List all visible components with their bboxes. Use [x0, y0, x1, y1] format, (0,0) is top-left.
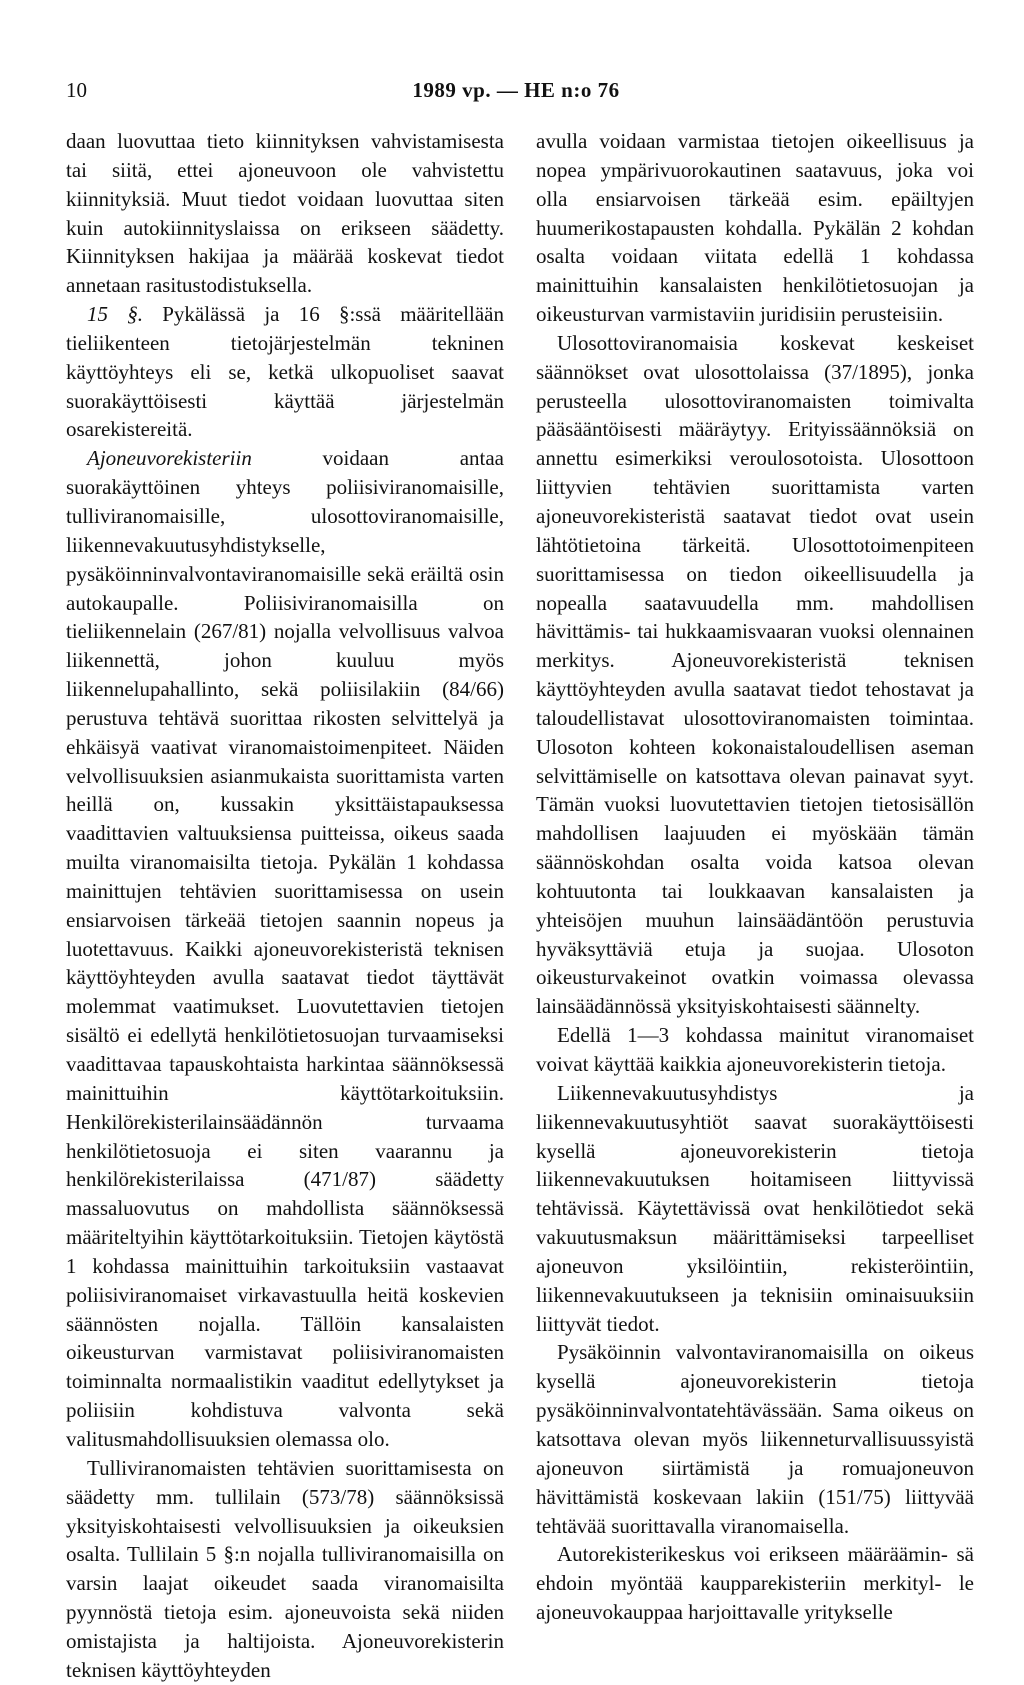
section-number: 15 §. — [87, 302, 143, 327]
running-title: 1989 vp. — HE n:o 76 — [412, 78, 620, 102]
paragraph: avulla voidaan varmistaa tietojen oikeellisuus ja nopea ympärivuorokautinen saatavuus, joka voi olla ensiarvoisen tärkeää esim. epäiltyjen huumerikostapausten kohdalla. Pykälän 2 kohdan osalta voidaan viitata edellä 1 kohdassa mainittuihin kansalaisten henkilötietosuojan ja oikeusturvan varmistaviin juridisiin perusteisiin. — [536, 129, 974, 327]
page-number: 10 — [66, 78, 87, 102]
paragraph: Pysäköinnin valvontaviranomaisilla on oikeus kysellä ajoneuvorekisterin tietoja pysäköinninvalvontatehtävässään. Sama oikeus on katsottava olevan myös liikenneturvallisuussyistä ajoneuvon siirtämistä ja romuajoneuvon hävittämistä koskevaan lakiin (151/75) liittyvää tehtävää suorittavalla viranomaisella. — [536, 1340, 974, 1538]
paragraph: Ulosottoviranomaisia koskevat keskeiset säännökset ovat ulosottolaissa (37/1895), jonka perusteella ulosottoviranomaisten toimivalta pääsääntöisesti määräytyy. Erityissäännöksiä on annettu esimerkiksi veroulosotoista. Ulosottoon liittyvien tehtävien suorittamista varten ajoneuvorekisteristä saatavat tiedot ovat usein lähtötietoina tärkeitä. Ulosottotoimenpiteen suorittamisessa on tiedon oikeellisuudella ja nopealla saatavuudella mm. mahdollisen hävittämis- tai hukkaamisvaaran vuoksi olennainen merkitys. Ajoneuvorekisteristä teknisen käyttöyhteyden avulla saatavat tiedot tehostavat ja taloudellistavat ulosottoviranomaisten toimintaa. Ulosoton kohteen kokonaistaloudellisen aseman selvittämiselle on katsottava olevan painavat syyt. Tämän vuoksi luovutettavien tietojen tietosisällön mahdollisen laajuuden ei myöskään tämän säännöskohdan osalta voida katsoa olevan kohtuutonta tai loukkaavan kansalaisten ja yhteisöjen muuhun lainsäädäntöön perustuvia hyväksyttäviä etuja ja suojaa. Ulosoton oikeusturvakeinot ovatkin voimassa olevassa lainsäädännössä yksityiskohtaisesti säännelty. — [536, 330, 974, 1019]
paragraph-text: Pykälässä ja 16 §:ssä määritellään tieliikenteen tietojärjestelmän tekninen käyttöyhteys eli se, ketkä ulkopuoliset saavat suorakäyttöisesti käyttää järjestelmän osarekistereitä. — [66, 302, 504, 442]
paragraph — [66, 444, 504, 1454]
paragraph: Edellä 1—3 kohdassa mainitut viranomaiset voivat käyttää kaikkia ajoneuvorekisterin tietoja. — [536, 1023, 974, 1076]
left-column — [66, 127, 504, 1685]
paragraph-text: voidaan antaa suorakäyttöinen yhteys poliisiviranomaisille, tulliviranomaisille, ulosottoviranomaisille, liikennevakuutusyhdistykselle, pysäköinninvalvontaviranomaisille sekä eräiltä osin autokaupalle. Poliisiviranomaisilla on tieliikennelain (267/81) nojalla velvollisuus valvoa liikennettä, johon kuuluu myös liikennelupahallinto, sekä poliisilakiin (84/66) perustuva tehtävä suorittaa rikosten selvittelyä ja ehkäisyä vaativat viranomaistoimenpiteet. Näiden velvollisuuksien asianmukaista suorittamista varten heillä on, kussakin yksittäistapauksessa vaadittavien valtuuksiensa puitteissa, oikeus saada muilta viranomaisilta tietoja. Pykälän 1 kohdassa mainittujen tehtävien suorittamisessa on usein ensiarvoisen tärkeää tietojen saannin nopeus ja luotettavuus. Kaikki ajoneuvorekisteristä teknisen käyttöyhteyden avulla saatavat tiedot täyttävät molemmat vaatimukset. Luovutettavien tietojen sisältö ei edellytä henkilötietosuojan turvaamiseksi vaadittavaa tapauskohtaista harkintaa säännöksessä mainittuihin käyttötarkoituksiin. Henkilörekisterilainsäädännön turvaama henkilötietosuoja ei siten vaarannu ja henkilörekisterilaissa (471/87) säädetty massaluovutus on mahdollista säännöksessä määriteltyihin käyttötarkoituksiin. Tietojen käytöstä 1 kohdassa mainittuihin tarkoituksiin vastaavat poliisiviranomaiset virkavastuulla heitä koskevien säännösten nojalla. Tällöin kansalaisten oikeusturvan varmistavat poliisiviranomaisten toiminnalta normaalistikin vaaditut edellytykset ja poliisiin kohdistuva valvonta sekä valitusmahdollisuuksien olemassa olo. — [66, 446, 504, 1451]
paragraph: Tulliviranomaisten tehtävien suorittamisesta on säädetty mm. tullilain (573/78) säännöksissä yksityiskohtaisesti velvollisuuksien ja oikeuksien osalta. Tullilain 5 §:n nojalla tulliviranomaisilla on varsin laajat oikeudet saada viranomaisilta pyynnöstä tietoja esim. ajoneuvoista sekä niiden omistajista ja haltijoista. Ajoneuvorekisterin teknisen käyttöyhteyden — [66, 1455, 504, 1682]
right-column — [536, 127, 974, 1627]
emphasized-term: Ajoneuvorekisteriin — [87, 446, 252, 471]
paragraph: Liikennevakuutusyhdistys ja liikennevakuutusyhtiöt saavat suorakäyttöisesti kysellä ajoneuvorekisterin tietoja liikennevakuutuksen hoitamiseen liittyvissä tehtävissä. Käytettävissä ovat henkilötiedot sekä vakuutusmaksun määrittämiseksi tarpeelliset ajoneuvon yksilöintiin, rekisteröintiin, liikennevakuutukseen ja teknisiin ominaisuuksiin liittyvät tiedot. — [536, 1080, 974, 1336]
paragraph: daan luovuttaa tieto kiinnityksen vahvistamisesta tai siitä, ettei ajoneuvoon ole vahvistettu kiinnityksiä. Muut tiedot voidaan luovuttaa siten kuin autokiinnityslaissa on erikseen säädetty. Kiinnityksen hakijaa ja määrää koskevat tiedot annetaan rasitustodistuksella. — [66, 129, 504, 298]
page-header — [66, 78, 966, 110]
paragraph: Autorekisterikeskus voi erikseen määräämin- sä ehdoin myöntää kaupparekisteriin merkityl- le ajoneuvokauppaa harjoittavalle yritykselle — [536, 1542, 974, 1625]
paragraph — [66, 300, 504, 444]
